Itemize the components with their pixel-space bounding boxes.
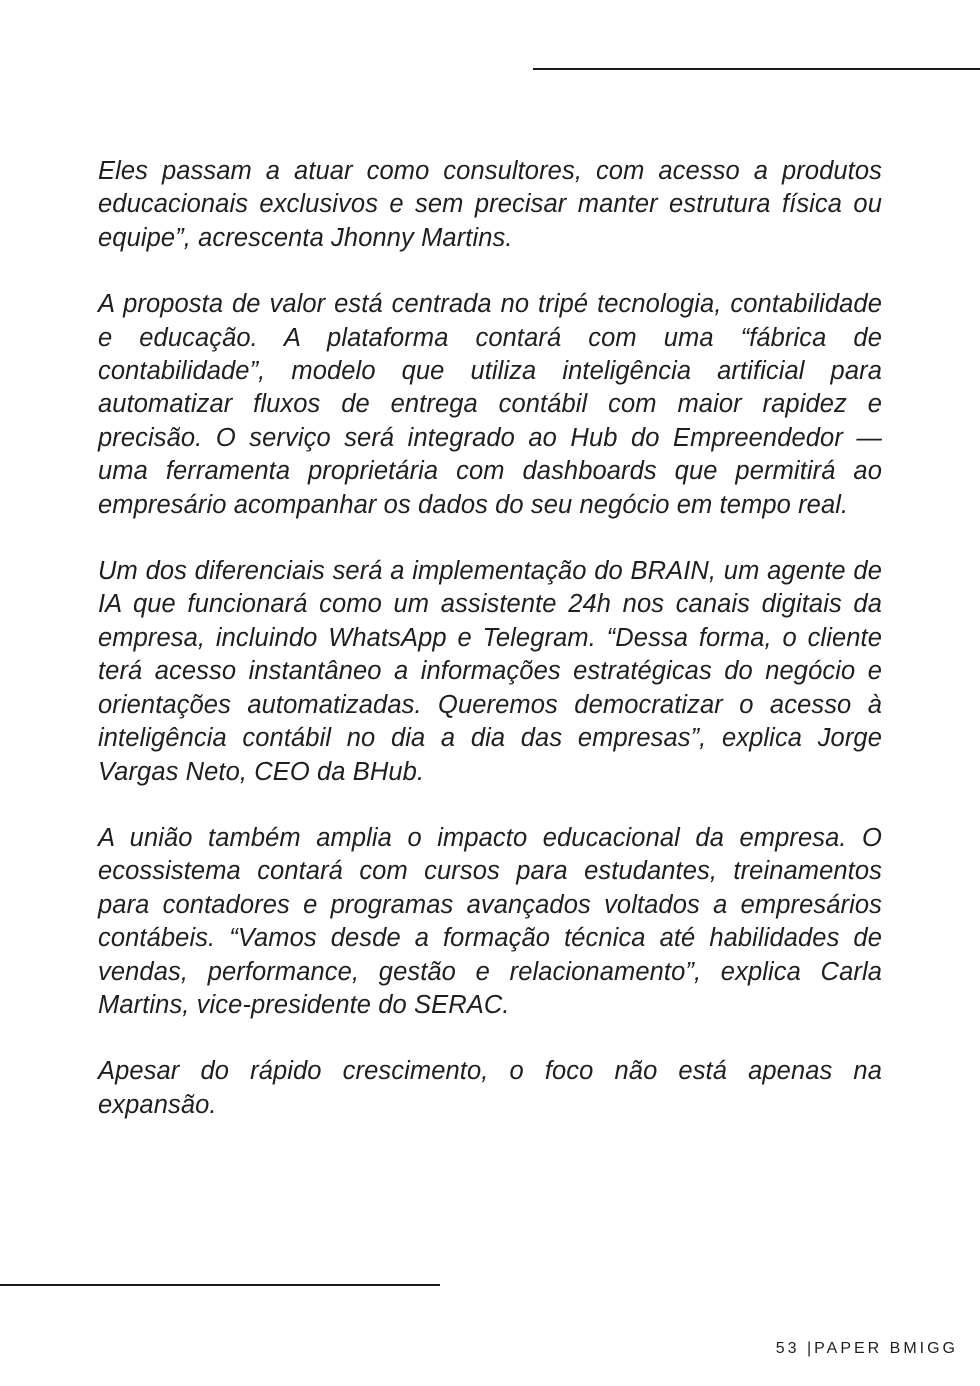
paragraph-3: Um dos diferenciais será a implementação do BRAIN, um agente de IA que funcionará como um assistente 24h nos canais digitais da empresa, incluindo WhatsApp e Telegram. “Dessa forma, o cliente terá acesso instantâneo a informações estratégicas do negócio e orientações automatizadas. Queremos democratizar o acesso à inteligência contábil no dia a dia das empresas”, explica Jorge Vargas Neto, CEO da BHub. xyxy=(98,557,882,786)
top-divider xyxy=(533,68,980,70)
page-footer: 53 |PAPER BMIGG xyxy=(775,1340,958,1357)
paragraph-5: Apesar do rápido crescimento, o foco não está apenas na expansão. xyxy=(98,1057,882,1119)
bottom-divider xyxy=(0,1284,440,1286)
article-body xyxy=(98,155,882,1155)
paragraph-1: Eles passam a atuar como consultores, com acesso a produtos educacionais exclusivos e sem precisar manter estrutura física ou equipe”, acrescenta Jhonny Martins. xyxy=(98,157,882,252)
paragraph-4: A união também amplia o impacto educacional da empresa. O ecossistema contará com cursos para estudantes, treinamentos para contadores e programas avançados voltados a empresários contábeis. “Vamos desde a formação técnica até habilidades de vendas, performance, gestão e relacionamento”, explica Carla Martins, vice-presidente do SERAC. xyxy=(98,823,882,1019)
paragraph-2: A proposta de valor está centrada no tripé tecnologia, contabilidade e educação. A plataforma contará com uma “fábrica de contabilidade”, modelo que utiliza inteligência artificial para automatizar fluxos de entrega contábil com maior rapidez e precisão. O serviço será integrado ao Hub do Empreendedor — uma ferramenta proprietária com dashboards que permitirá ao empresário acompanhar os dados do seu negócio em tempo real. xyxy=(98,290,882,519)
